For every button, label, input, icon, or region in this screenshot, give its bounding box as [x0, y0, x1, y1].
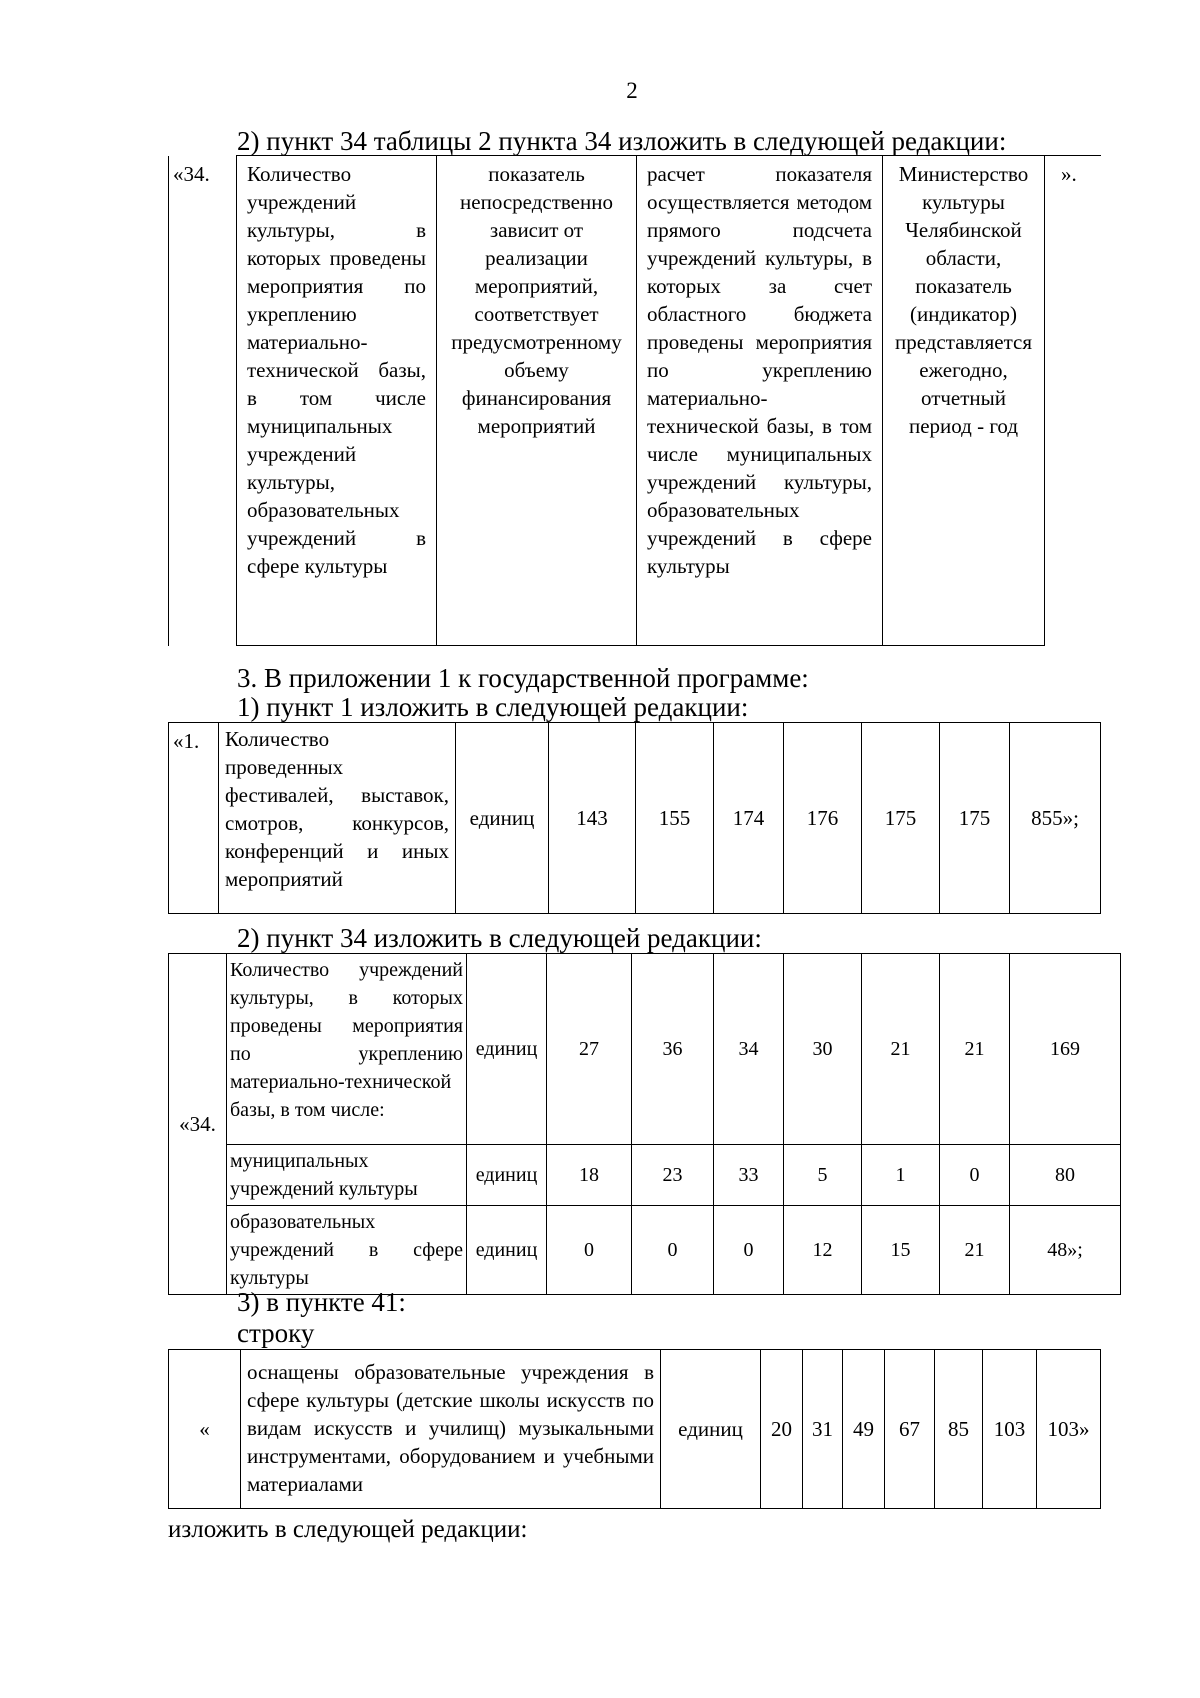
value-cell: 175 [862, 723, 940, 914]
indicator-table [168, 155, 1101, 646]
indicator-name-cell: Количество учреждений культуры, в которых проведены мероприятия по укреплению материально-технической базы, в том числе муниципальных учреждений культуры, образовательных учреждений в сфере культуры [237, 156, 437, 646]
value-cell: 49 [843, 1350, 885, 1509]
item1-table [168, 722, 1101, 914]
value-cell: 31 [803, 1350, 843, 1509]
value-cell: 143 [549, 723, 636, 914]
value-cell: 34 [714, 954, 784, 1145]
row-number: «34. [169, 156, 237, 646]
item3-subheading: строку [237, 1318, 315, 1348]
value-cell: 21 [862, 954, 940, 1145]
calculation-method-cell: расчет показателя осуществляется методом прямого подсчета учреждений культуры, в которых за счет областного бюджета проведены мероприятия по укреплению материально-технической базы, в том числе муниципальных учреждений культуры, образовательных учреждений в сфере культуры [637, 156, 883, 646]
item2-heading: 2) пункт 34 изложить в следующей редакции: [237, 923, 762, 953]
table-row [169, 1206, 1121, 1295]
value-cell: 0 [940, 1145, 1010, 1206]
item3-table [168, 1349, 1101, 1509]
value-cell: 0 [632, 1206, 714, 1295]
total-cell: 103» [1037, 1350, 1101, 1509]
table-row [169, 156, 1101, 646]
closing-mark: ». [1045, 156, 1101, 646]
indicator-name-cell: муниципальных учреждений культуры [227, 1145, 467, 1206]
value-cell: 67 [885, 1350, 935, 1509]
total-cell: 855»; [1010, 723, 1101, 914]
table-row [169, 723, 1101, 914]
value-cell: 175 [940, 723, 1010, 914]
value-cell: 23 [632, 1145, 714, 1206]
row-number: «34. [169, 954, 227, 1295]
item1-heading: 1) пункт 1 изложить в следующей редакции: [237, 692, 749, 722]
value-cell: 20 [761, 1350, 803, 1509]
value-cell: 36 [632, 954, 714, 1145]
page-number: 2 [626, 78, 638, 103]
total-cell: 80 [1010, 1145, 1121, 1206]
value-cell: 155 [636, 723, 714, 914]
value-cell: 21 [940, 1206, 1010, 1295]
total-cell: 48»; [1010, 1206, 1121, 1295]
item2-table [168, 953, 1121, 1295]
value-cell: 30 [784, 954, 862, 1145]
item3-heading: 3) в пункте 41: [237, 1287, 406, 1317]
indicator-name-cell: образовательных учреждений в сфере культуры [227, 1206, 467, 1295]
indicator-name-cell: Количество учреждений культуры, в которых проведены мероприятия по укреплению материально-технической базы, в том числе: [227, 954, 467, 1145]
value-cell: 0 [547, 1206, 632, 1295]
total-cell: 169 [1010, 954, 1121, 1145]
table-row [169, 1145, 1121, 1206]
value-cell: 5 [784, 1145, 862, 1206]
section2-heading: 3. В приложении 1 к государственной программе: [237, 663, 809, 693]
footer-text: изложить в следующей редакции: [168, 1516, 528, 1543]
indicator-relation-cell: показатель непосредственно зависит от реализации мероприятий, соответствует предусмотренному объему финансирования мероприятий [437, 156, 637, 646]
indicator-name-cell: оснащены образовательные учреждения в сфере культуры (детские школы искусств по видам искусств и училищ) музыкальными инструментами, оборудованием и учебными материалами [241, 1350, 661, 1509]
section1-heading: 2) пункт 34 таблицы 2 пункта 34 изложить в следующей редакции: [237, 126, 1007, 156]
value-cell: 85 [935, 1350, 983, 1509]
unit-cell: единиц [467, 954, 547, 1145]
value-cell: 21 [940, 954, 1010, 1145]
value-cell: 27 [547, 954, 632, 1145]
value-cell: 15 [862, 1206, 940, 1295]
value-cell: 174 [714, 723, 784, 914]
value-cell: 1 [862, 1145, 940, 1206]
table-row [169, 1350, 1101, 1509]
responsible-cell: Министерство культуры Челябинской области, показатель (индикатор) представляется ежегодно, отчетный период - год [883, 156, 1045, 646]
value-cell: 33 [714, 1145, 784, 1206]
value-cell: 176 [784, 723, 862, 914]
value-cell: 12 [784, 1206, 862, 1295]
value-cell: 18 [547, 1145, 632, 1206]
unit-cell: единиц [661, 1350, 761, 1509]
value-cell: 103 [983, 1350, 1037, 1509]
unit-cell: единиц [467, 1206, 547, 1295]
row-number: «1. [169, 723, 219, 914]
value-cell: 0 [714, 1206, 784, 1295]
unit-cell: единиц [456, 723, 549, 914]
indicator-name-cell: Количество проведенных фестивалей, выставок, смотров, конкурсов, конференций и иных мероприятий [219, 723, 456, 914]
row-number: « [169, 1350, 241, 1509]
unit-cell: единиц [467, 1145, 547, 1206]
table-row [169, 954, 1121, 1145]
